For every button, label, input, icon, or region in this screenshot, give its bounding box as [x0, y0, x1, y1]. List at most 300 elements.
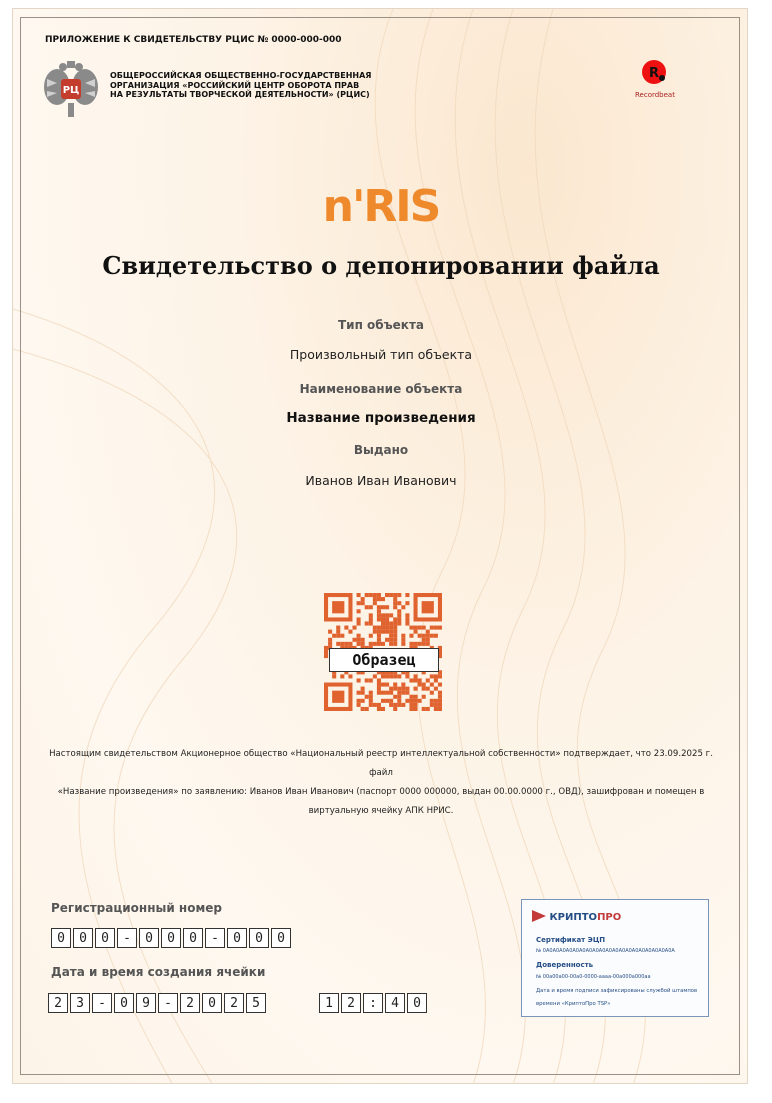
qr-module [385, 674, 389, 678]
qr-module [328, 642, 332, 646]
qr-module [377, 630, 381, 634]
timestamp-note: Дата и время подписи зафиксированы службой штампов времени «КриптоПро TSP» [536, 988, 698, 1007]
logo-letter: R [648, 66, 660, 81]
qr-module [401, 638, 405, 642]
qr-module [365, 678, 369, 682]
qr-module [365, 593, 369, 597]
qr-module [409, 642, 413, 646]
digit-cell: - [117, 928, 137, 948]
qr-module [401, 687, 405, 691]
qr-module [414, 695, 418, 699]
digit-cell: 0 [114, 993, 134, 1013]
qr-module [393, 626, 397, 630]
logo-text: Recordbeat [635, 91, 675, 99]
qr-module [438, 691, 442, 695]
qr-module [348, 674, 352, 678]
qr-module [377, 613, 381, 617]
qr-module [369, 703, 373, 707]
digit-cell: 9 [136, 993, 156, 1013]
qr-module [409, 703, 413, 707]
qr-module [393, 605, 397, 609]
qr-module [426, 642, 430, 646]
qr-module [357, 609, 361, 613]
issued-label: Выдано [353, 443, 409, 457]
statement-text [49, 745, 713, 821]
qr-module [397, 703, 401, 707]
qr-module [426, 687, 430, 691]
qr-module [434, 674, 438, 678]
cryptopro-signature-block [521, 899, 709, 1017]
qr-module [389, 687, 393, 691]
qr-module [397, 699, 401, 703]
org-line: ОРГАНИЗАЦИЯ «РОССИЙСКИЙ ЦЕНТР ОБОРОТА ПРАВ [110, 80, 360, 90]
qr-module [438, 674, 442, 678]
qr-module [324, 646, 328, 650]
qr-module [397, 601, 401, 605]
object-type-value: Произвольный тип объекта [289, 347, 473, 362]
qr-module [377, 707, 381, 711]
qr-module [405, 699, 409, 703]
qr-module [336, 634, 340, 638]
qr-module [389, 613, 393, 617]
qr-module [430, 703, 434, 707]
qr-module [409, 707, 413, 711]
qr-module [397, 687, 401, 691]
qr-module [357, 678, 361, 682]
qr-module [373, 601, 377, 605]
qr-module [397, 609, 401, 613]
digit-cell: - [158, 993, 178, 1013]
qr-module [336, 642, 340, 646]
qr-module [361, 699, 365, 703]
trust-label: Доверенность [536, 961, 594, 969]
digit-cell: 0 [139, 928, 159, 948]
digit-cell: 0 [161, 928, 181, 948]
qr-module [393, 593, 397, 597]
qr-module [385, 613, 389, 617]
qr-module [418, 678, 422, 682]
qr-module [434, 678, 438, 682]
qr-module [369, 605, 373, 609]
qr-module [340, 634, 344, 638]
qr-module [418, 683, 422, 687]
digit-cell: 0 [183, 928, 203, 948]
qr-module [414, 674, 418, 678]
qr-module [357, 703, 361, 707]
qr-module [385, 683, 389, 687]
qr-module [438, 626, 442, 630]
qr-module [377, 617, 381, 621]
qr-module [385, 617, 389, 621]
qr-module [422, 695, 426, 699]
qr-module [373, 674, 377, 678]
qr-module [418, 642, 422, 646]
qr-module [381, 597, 385, 601]
qr-module [332, 634, 336, 638]
qr-module [332, 691, 344, 703]
cryptopro-arrow-icon [532, 910, 546, 922]
qr-module [414, 642, 418, 646]
qr-module [381, 642, 385, 646]
qr-module [336, 626, 340, 630]
qr-module [434, 626, 438, 630]
digit-cell: 2 [180, 993, 200, 1013]
qr-module [430, 699, 434, 703]
qr-module [409, 678, 413, 682]
digit-cell: 0 [202, 993, 222, 1013]
qr-module [393, 597, 397, 601]
qr-module [393, 617, 397, 621]
qr-module [430, 674, 434, 678]
qr-module [369, 617, 373, 621]
certificate-label: Сертификат ЭЦП [536, 936, 606, 944]
digit-cell: 2 [48, 993, 68, 1013]
qr-module [438, 699, 442, 703]
qr-module [373, 626, 377, 630]
qr-module [365, 621, 369, 625]
qr-module [401, 605, 405, 609]
qr-module [430, 634, 434, 638]
qr-module [361, 638, 365, 642]
qr-module [377, 605, 381, 609]
qr-module [422, 642, 426, 646]
qr-module [389, 593, 393, 597]
qr-module [405, 621, 409, 625]
qr-module [377, 597, 381, 601]
qr-module [332, 601, 344, 613]
digit-cell: 0 [73, 928, 93, 948]
created-label: Дата и время создания ячейки [51, 965, 266, 979]
qr-module [418, 634, 422, 638]
qr-module [430, 626, 434, 630]
qr-module [357, 691, 361, 695]
qr-module [377, 687, 381, 691]
qr-module [422, 638, 426, 642]
qr-module [426, 707, 430, 711]
qr-module [389, 638, 393, 642]
qr-module [426, 638, 430, 642]
qr-module [381, 626, 385, 630]
qr-module [434, 699, 438, 703]
qr-module [422, 707, 426, 711]
qr-module [373, 593, 377, 597]
digit-cell: 0 [249, 928, 269, 948]
digit-cell: 1 [319, 993, 339, 1013]
qr-module [344, 642, 348, 646]
qr-module [409, 699, 413, 703]
qr-module [389, 691, 393, 695]
certificate-sheet [12, 8, 748, 1084]
qr-module [352, 626, 356, 630]
qr-module [414, 630, 418, 634]
qr-module [385, 699, 389, 703]
qr-module [389, 699, 393, 703]
qr-module [357, 601, 361, 605]
qr-module [401, 683, 405, 687]
qr-module [397, 621, 401, 625]
digit-cell: - [92, 993, 112, 1013]
qr-module [328, 638, 332, 642]
qr-module [336, 630, 340, 634]
qr-module [422, 687, 426, 691]
qr-module [369, 699, 373, 703]
statement-line: «Название произведения» по заявлению: Иванов Иван Иванович (паспорт 0000 000000, выдан 00.00.0000 г., ОВД), зашифрован и помещен в [57, 787, 705, 797]
sample-stamp: Образец [329, 648, 439, 672]
qr-module [381, 707, 385, 711]
qr-module [381, 630, 385, 634]
qr-module [377, 593, 381, 597]
digit-cell: - [205, 928, 225, 948]
qr-module [389, 634, 393, 638]
trust-number: № 00a00a00-00a0-0000-aaaa-00a000a000aa [536, 974, 651, 980]
organization-name [110, 71, 371, 100]
qr-module [393, 687, 397, 691]
qr-module [377, 703, 381, 707]
object-name-label: Наименование объекта [299, 382, 463, 396]
qr-module [422, 626, 426, 630]
qr-module [397, 695, 401, 699]
recordbeat-logo [630, 57, 680, 99]
qr-module [401, 634, 405, 638]
qr-module [393, 683, 397, 687]
qr-module [361, 597, 365, 601]
qr-module [405, 593, 409, 597]
qr-module [401, 642, 405, 646]
qr-module [393, 601, 397, 605]
qr-module [377, 634, 381, 638]
qr-module [328, 630, 332, 634]
qr-module [422, 683, 426, 687]
qr-module [385, 593, 389, 597]
qr-module [381, 691, 385, 695]
qr-module [369, 695, 373, 699]
qr-module [438, 683, 442, 687]
qr-module [361, 642, 365, 646]
qr-module [361, 707, 365, 711]
qr-module [389, 630, 393, 634]
qr-module [418, 626, 422, 630]
qr-module [365, 707, 369, 711]
qr-module [377, 638, 381, 642]
qr-module [369, 613, 373, 617]
qr-module [369, 678, 373, 682]
qr-module [373, 642, 377, 646]
qr-module [348, 642, 352, 646]
qr-module [430, 683, 434, 687]
digit-cell: 0 [227, 928, 247, 948]
qr-module [405, 613, 409, 617]
qr-module [389, 703, 393, 707]
issued-value: Иванов Иван Иванович [305, 473, 457, 488]
qr-module [434, 707, 438, 711]
qr-module [348, 630, 352, 634]
qr-module [409, 695, 413, 699]
nris-logo: n'RIS [322, 181, 440, 232]
qr-module [361, 691, 365, 695]
qr-module [377, 678, 381, 682]
qr-module [393, 621, 397, 625]
emblem-letters: РЦ [62, 85, 80, 96]
qr-module [373, 703, 377, 707]
digit-cell: 4 [385, 993, 405, 1013]
qr-module [393, 707, 397, 711]
qr-module [369, 691, 373, 695]
qr-module [426, 630, 430, 634]
qr-module [340, 674, 344, 678]
qr-module [352, 638, 356, 642]
qr-module [426, 678, 430, 682]
qr-module [377, 642, 381, 646]
qr-module [381, 699, 385, 703]
qr-module [381, 674, 385, 678]
digit-cell: 0 [407, 993, 427, 1013]
qr-module [438, 695, 442, 699]
object-name-value: Название произведения [286, 410, 476, 426]
qr-module [357, 621, 361, 625]
qr-module [369, 642, 373, 646]
qr-module [344, 626, 348, 630]
qr-module [357, 699, 361, 703]
qr-module [393, 638, 397, 642]
qr-module [373, 630, 377, 634]
qr-module [385, 638, 389, 642]
qr-module [397, 674, 401, 678]
qr-module [340, 642, 344, 646]
qr-module [393, 674, 397, 678]
qr-module [365, 695, 369, 699]
digit-cell: 0 [271, 928, 291, 948]
qr-module [397, 613, 401, 617]
qr-module [324, 654, 328, 658]
qr-module [393, 642, 397, 646]
qr-module [422, 601, 434, 613]
qr-module [377, 609, 381, 613]
qr-module [381, 613, 385, 617]
qr-module [393, 703, 397, 707]
qr-module [405, 601, 409, 605]
qr-module [361, 601, 365, 605]
digit-cell: 2 [224, 993, 244, 1013]
qr-module [357, 617, 361, 621]
digit-cell: : [363, 993, 383, 1013]
qr-module [385, 626, 389, 630]
qr-module [389, 626, 393, 630]
qr-module [377, 691, 381, 695]
qr-module [397, 691, 401, 695]
qr-module [397, 617, 401, 621]
qr-module [389, 621, 393, 625]
page-title: Свидетельство о депонировании файла [102, 251, 660, 280]
qr-module [426, 634, 430, 638]
qr-module [385, 691, 389, 695]
qr-module [418, 699, 422, 703]
qr-module [434, 703, 438, 707]
qr-module [361, 687, 365, 691]
coat-of-arms-icon [43, 59, 99, 119]
qr-module [324, 650, 328, 654]
qr-module [393, 695, 397, 699]
qr-module [381, 605, 385, 609]
qr-module [357, 634, 361, 638]
qr-module [373, 597, 377, 601]
qr-module [369, 621, 373, 625]
qr-module [430, 691, 434, 695]
qr-module [357, 593, 361, 597]
qr-module [401, 703, 405, 707]
qr-module [438, 703, 442, 707]
org-line: НА РЕЗУЛЬТАТЫ ТВОРЧЕСКОЙ ДЕЯТЕЛЬНОСТИ» (РЦИС) [110, 90, 370, 99]
qr-module [414, 699, 418, 703]
qr-module [409, 626, 413, 630]
qr-module [401, 691, 405, 695]
created-date [48, 993, 268, 1013]
qr-module [438, 707, 442, 711]
qr-module [369, 634, 373, 638]
qr-module [414, 626, 418, 630]
qr-module [389, 642, 393, 646]
qr-module [377, 626, 381, 630]
cryptopro-brand-main: КРИПТО [549, 912, 598, 923]
cryptopro-logo [532, 910, 621, 923]
digit-cell: 3 [70, 993, 90, 1013]
digit-cell: 0 [51, 928, 71, 948]
statement-line: Настоящим свидетельством Акционерное общество «Национальный реестр интеллектуальной собственности» подтверждает, что 23.09.2025 г. файл [49, 749, 713, 778]
qr-module [381, 617, 385, 621]
qr-module [357, 638, 361, 642]
qr-module [385, 630, 389, 634]
statement-line: виртуальную ячейку АПК НРИС. [308, 806, 454, 816]
registration-label: Регистрационный номер [51, 901, 223, 915]
qr-module [414, 687, 418, 691]
qr-module [414, 703, 418, 707]
digit-cell: 2 [341, 993, 361, 1013]
cryptopro-brand-accent: ПРО [597, 912, 622, 923]
qr-module [365, 605, 369, 609]
org-line: ОБЩЕРОССИЙСКАЯ ОБЩЕСТВЕННО-ГОСУДАРСТВЕННАЯ [110, 71, 372, 80]
qr-module [381, 621, 385, 625]
qr-module [409, 634, 413, 638]
digit-cell: 5 [246, 993, 266, 1013]
qr-module [405, 674, 409, 678]
qr-module [414, 707, 418, 711]
qr-module [414, 678, 418, 682]
qr-module [393, 634, 397, 638]
qr-module [434, 687, 438, 691]
qr-module [332, 674, 336, 678]
digit-cell: 0 [95, 928, 115, 948]
record-icon [640, 57, 670, 87]
qr-module [405, 687, 409, 691]
qr-module [357, 642, 361, 646]
qr-module [405, 617, 409, 621]
qr-module [381, 683, 385, 687]
qr-module [434, 634, 438, 638]
appendix-header: ПРИЛОЖЕНИЕ К СВИДЕТЕЛЬСТВУ РЦИС № 0000-000-000 [45, 35, 342, 45]
qr-module [385, 621, 389, 625]
qr-module [385, 605, 389, 609]
registration-number [51, 928, 293, 948]
qr-module [389, 674, 393, 678]
created-time [319, 993, 429, 1013]
qr-module [422, 634, 426, 638]
qr-module [369, 593, 373, 597]
certificate-number: № 0A0A0A0A0A0A0A0A0A0A0A0A0A0A0A0A0A0A0A0A [536, 948, 675, 954]
qr-module [397, 593, 401, 597]
qr-module [405, 691, 409, 695]
qr-module [393, 630, 397, 634]
qr-module [377, 683, 381, 687]
object-type-label: Тип объекта [337, 318, 425, 332]
